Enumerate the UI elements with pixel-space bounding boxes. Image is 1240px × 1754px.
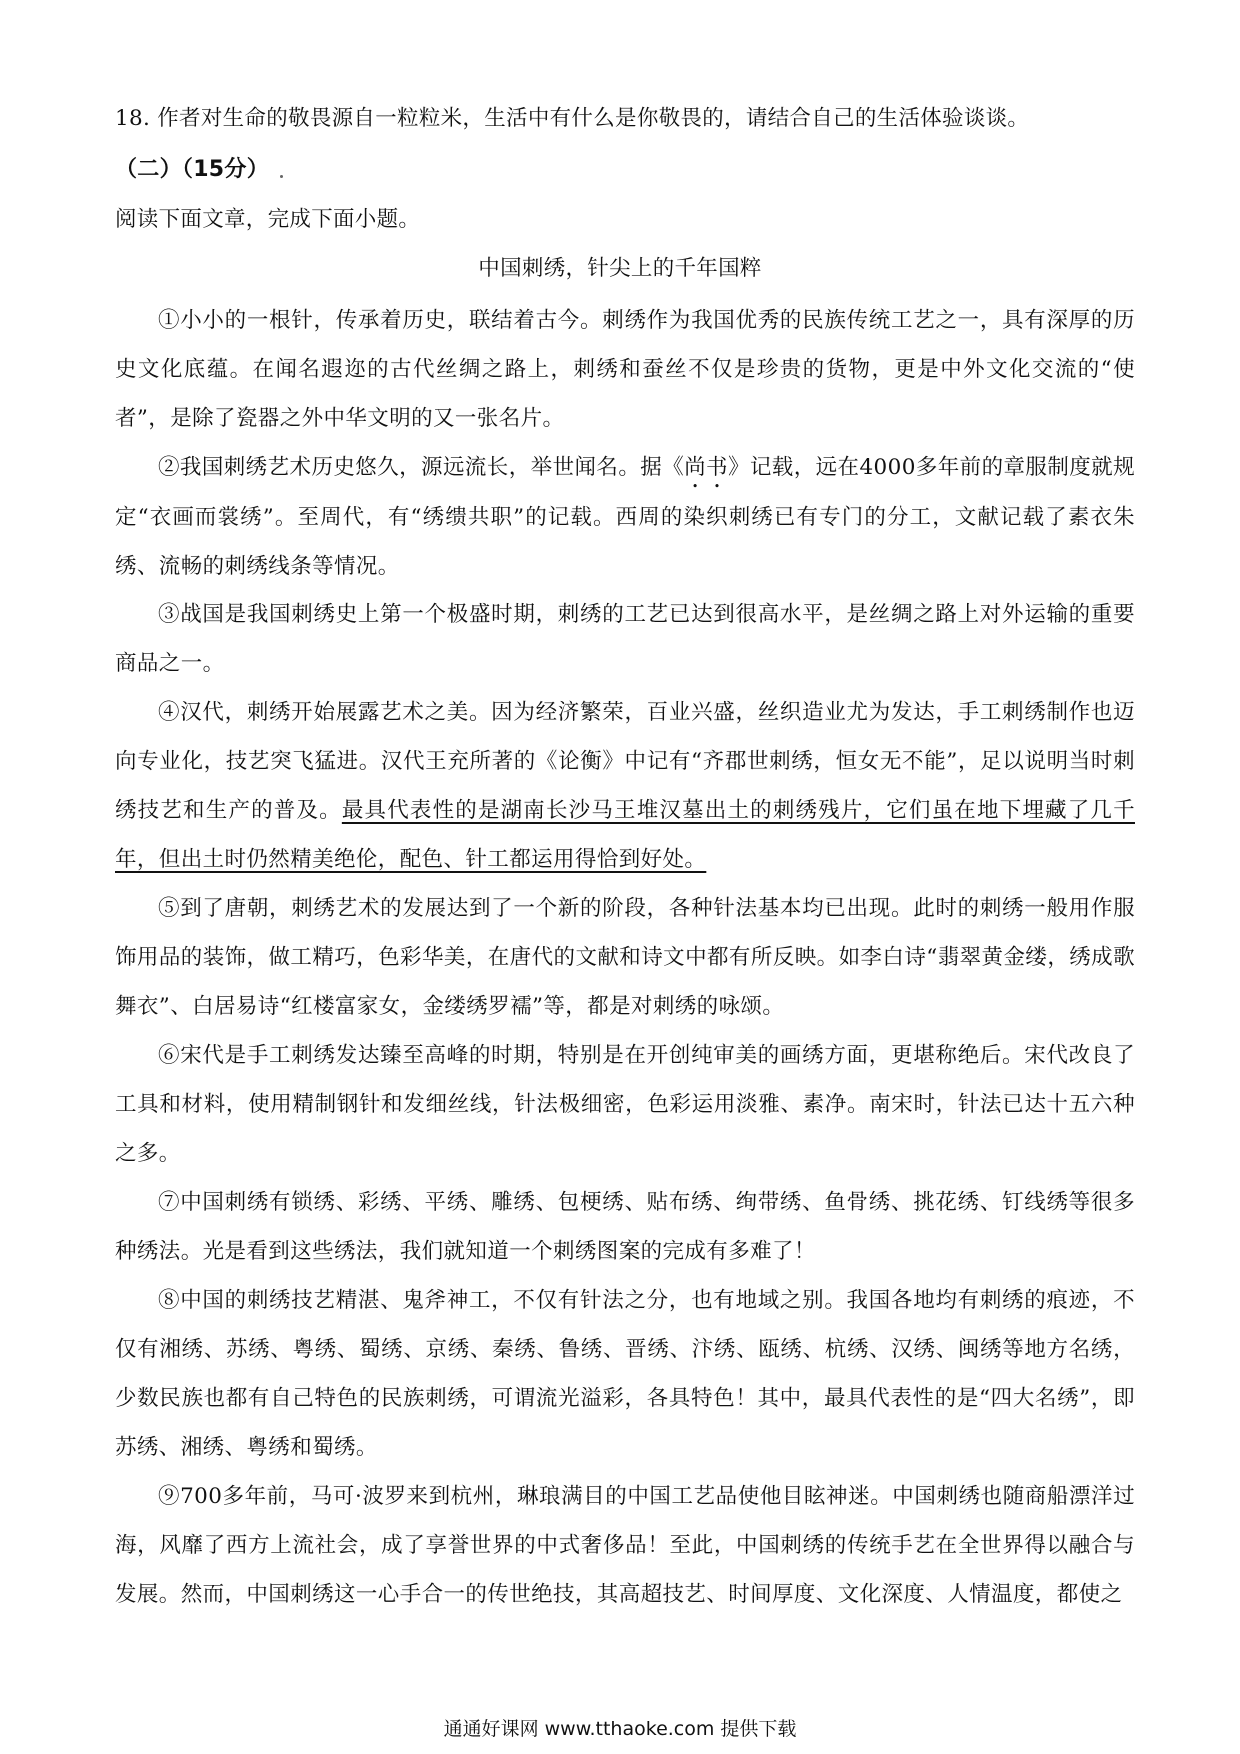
article-title: 中国刺绣，针尖上的千年国粹 (478, 256, 762, 281)
paragraph-9: ⑨700多年前，马可·波罗来到杭州，琳琅满目的中国工艺品使他目眩神迷。中国刺绣也随商船漂洋过海，风靡了西方上流社会，成了享誉世界的中式奢侈品！至此，中国刺绣的传统手艺在全世界得以融合与发展。然而，中国刺绣这一心手合一的传世绝技，其高超技艺、时间厚度、文化深度、人情温度，都使之 (115, 1484, 1135, 1607)
paragraph-2-text-b: 记载，远在4000多年前的章服制度就规定“衣画而裳绣”。至周代，有“绣缋共职”的记载。西周的染织刺绣已有专门的分工，文献记载了素衣朱绣、流畅的刺绣线条等情况。 (115, 455, 1135, 579)
underlined-sentence: 最具代表性的是湖南长沙马王堆汉墓出土的刺绣残片，它们虽在地下埋藏了几千年，但出土时仍然精美绝伦，配色、针工都运用得恰到好处。 (115, 798, 1135, 872)
scan-speck (280, 175, 283, 178)
paragraph-5: ⑤到了唐朝，刺绣艺术的发展达到了一个新的阶段，各种针法基本均已出现。此时的刺绣一般用作服饰用品的装饰，做工精巧，色彩华美，在唐代的文献和诗文中都有所反映。如李白诗“翡翠黄金缕，绣成歌舞衣”、白居易诗“红楼富家女，金缕绣罗襦”等，都是对刺绣的咏颂。 (115, 896, 1135, 1019)
page-footer: 通通好课网 www.tthaoke.com 提供下载 (443, 1718, 797, 1740)
paragraph-8: ⑧中国的刺绣技艺精湛、鬼斧神工，不仅有针法之分，也有地域之别。我国各地均有刺绣的痕迹，不仅有湘绣、苏绣、粤绣、蜀绣、京绣、秦绣、鲁绣、晋绣、汴绣、瓯绣、杭绣、汉绣、闽绣等地方名绣，少数民族也都有自己特色的民族刺绣，可谓流光溢彩，各具特色！其中，最具代表性的是“四大名绣”，即苏绣、湘绣、粤绣和蜀绣。 (115, 1288, 1135, 1460)
question-18: 18. 作者对生命的敬畏源自一粒粒米，生活中有什么是你敬畏的，请结合自己的生活体验谈谈。 (115, 106, 1030, 131)
paragraph-1: ①小小的一根针，传承着历史，联结着古今。刺绣作为我国优秀的民族传统工艺之一，具有深厚的历史文化底蕴。在闻名遐迩的古代丝绸之路上，刺绣和蚕丝不仅是珍贵的货物，更是中外文化交流的“使者”，是除了瓷器之外中华文明的又一张名片。 (115, 308, 1135, 431)
paragraph-2 (115, 443, 1135, 591)
paragraph-6: ⑥宋代是手工刺绣发达臻至高峰的时期，特别是在开创纯审美的画绣方面，更堪称绝后。宋代改良了工具和材料，使用精制钢针和发细丝线，针法极细密，色彩运用淡雅、素净。南宋时，针法已达十五六种之多。 (115, 1043, 1135, 1166)
section-heading: （二）（15分） (115, 157, 270, 182)
cited-book: 《尚书》 (662, 455, 750, 480)
reading-instruction: 阅读下面文章，完成下面小题。 (115, 207, 421, 232)
paragraph-4 (115, 688, 1135, 884)
paragraph-4-text: ④汉代，刺绣开始展露艺术之美。因为经济繁荣，百业兴盛，丝织造业尤为发达，手工刺绣制作也迈向专业化，技艺突飞猛进。汉代王充所著的《论衡》中记有“齐郡世刺绣，恒女无不能”，足以说明当时刺绣技艺和生产的普及。 (115, 700, 1135, 823)
paragraph-3: ③战国是我国刺绣史上第一个极盛时期，刺绣的工艺已达到很高水平，是丝绸之路上对外运输的重要商品之一。 (115, 602, 1135, 676)
paragraph-7: ⑦中国刺绣有锁绣、彩绣、平绣、雕绣、包梗绣、贴布绣、绚带绣、鱼骨绣、挑花绣、钉线绣等很多种绣法。光是看到这些绣法，我们就知道一个刺绣图案的完成有多难了！ (115, 1190, 1135, 1264)
paragraph-2-text-a: ②我国刺绣艺术历史悠久，源远流长，举世闻名。据 (158, 455, 663, 480)
